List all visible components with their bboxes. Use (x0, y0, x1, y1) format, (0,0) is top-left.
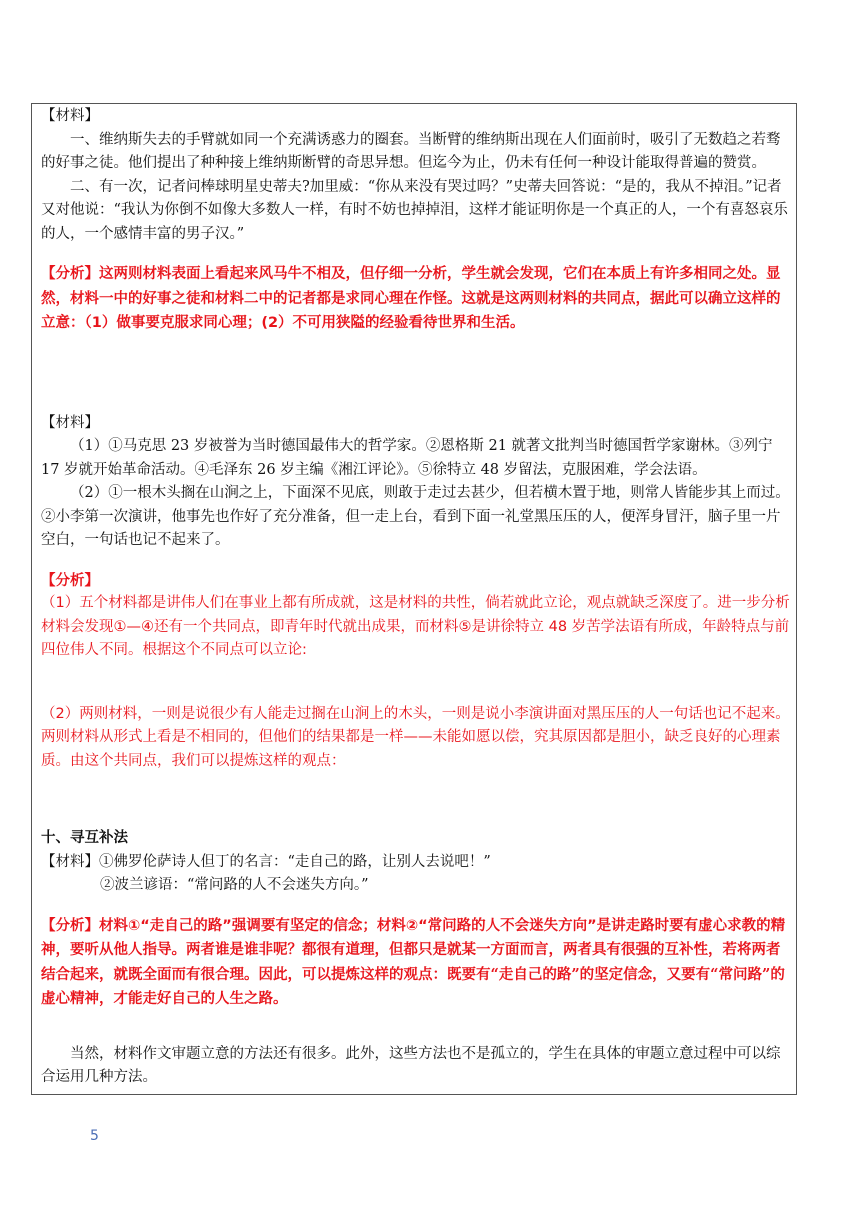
analysis-label: 【分析】 (41, 265, 99, 282)
material-label: 【材料】 (41, 853, 99, 870)
material-line: ②波兰谚语：“常问路的人不会迷失方向。” (100, 877, 369, 893)
analysis-paragraph: （2）两则材料，一则是说很少有人能走过搁在山涧上的木头，一则是说小李演讲面对黑压压的人一句话也记不起来。两则材料从形式上看是不相同的，但他们的结果都是一样——未能如愿以偿，究其原因都是胆小，缺乏良好的心理素质。由这个共同点，我们可以提炼这样的观点： (41, 705, 790, 769)
section-title: 十、寻互补法 (41, 830, 128, 846)
material-label: 【材料】 (41, 414, 99, 431)
document-body (41, 105, 793, 1090)
material-text: ①佛罗伦萨诗人但丁的名言：“走自己的路，让别人去说吧！” (99, 853, 491, 870)
analysis-text: 材料①“走自己的路”强调要有坚定的信念；材料②“常问路的人不会迷失方向”是讲走路时要有虚心求教的精神，要听从他人指导。两者谁是谁非呢？都很有道理，但都只是就某一方面而言，两者具有很强的互补性，若将两者结合起来，就既全面而有很合理。因此，可以提炼这样的观点： (41, 917, 786, 983)
analysis-text: 这两则材料表面上看起来风马牛不相及，但仔细一分析，学生就会发现，它们在本质上有许多相同之处。显然，材料一中的好事之徒和材料二中的记者都是求同心理在作怪。这就是这两则材料的共同点，据此可以确立这样的立意：（1）做事要克服求同心理；(2）不可用狭隘的经验看待世界和生活。 (41, 266, 781, 331)
analysis-paragraph (41, 914, 793, 1011)
material-paragraph: 二、有一次，记者问棒球明星史蒂夫?加里威：“你从来没有哭过吗？”史蒂夫回答说：“是的，我从不掉泪。”记者又对他说：“我认为你倒不如像大多数人一样，有时不妨也掉掉泪，这样才能证明你是一个真正的人，一个有喜怒哀乐的人，一个感情丰富的男子汉。” (41, 178, 788, 242)
analysis-paragraph: （1）五个材料都是讲伟人们在事业上都有所成就，这是材料的共性，倘若就此立论，观点就缺乏深度了。进一步分析材料会发现①—④还有一个共同点，即青年时代就出成果，而材料⑤是讲徐特立 48 岁苦学法语有所成，年龄特点与前四位伟人不同。根据这个不同点可以立论: (41, 595, 790, 658)
material-line (41, 851, 793, 875)
analysis-conclusion: 既要有“走自己的路”的坚定信念，又要有“常问路”的虚心精神，才能走好自己的人生之路。 (41, 965, 785, 1007)
material-paragraph: 一、维纳斯失去的手臂就如同一个充满诱惑力的圈套。当断臂的维纳斯出现在人们面前时，吸引了无数趋之若骛的好事之徒。他们提出了种种接上维纳斯断臂的奇思异想。但迄今为止，仍未有任何一种设计能取得普遍的赞赏。 (41, 131, 781, 171)
page-number: 5 (90, 1128, 99, 1144)
analysis-label: 【分析】 (41, 571, 99, 589)
material-paragraph: （2）①一根木头搁在山涧之上，下面深不见底，则敢于走过去甚少，但若横木置于地，则常人皆能步其上而过。②小李第一次演讲，他事先也作好了充分准备，但一走上台，看到下面一礼堂黑压压的人，便浑身冒汗，脑子里一片空白，一句话也记不起来了。 (41, 485, 790, 548)
closing-paragraph: 当然，材料作文审题立意的方法还有很多。此外，这些方法也不是孤立的，学生在具体的审题立意过程中可以综合运用几种方法。 (41, 1045, 781, 1085)
analysis-paragraph (41, 262, 793, 336)
material-paragraph: （1）①马克思 23 岁被誉为当时德国最伟大的哲学家。②恩格斯 21 就著文批判当时德国哲学家谢林。③列宁 17 岁就开始革命活动。④毛泽东 26 岁主编《湘江评论》。⑤徐特立 48 岁留法，克服困难，学会法语。 (41, 438, 773, 478)
analysis-label: 【分析】 (41, 916, 99, 934)
material-label: 【材料】 (41, 108, 99, 124)
